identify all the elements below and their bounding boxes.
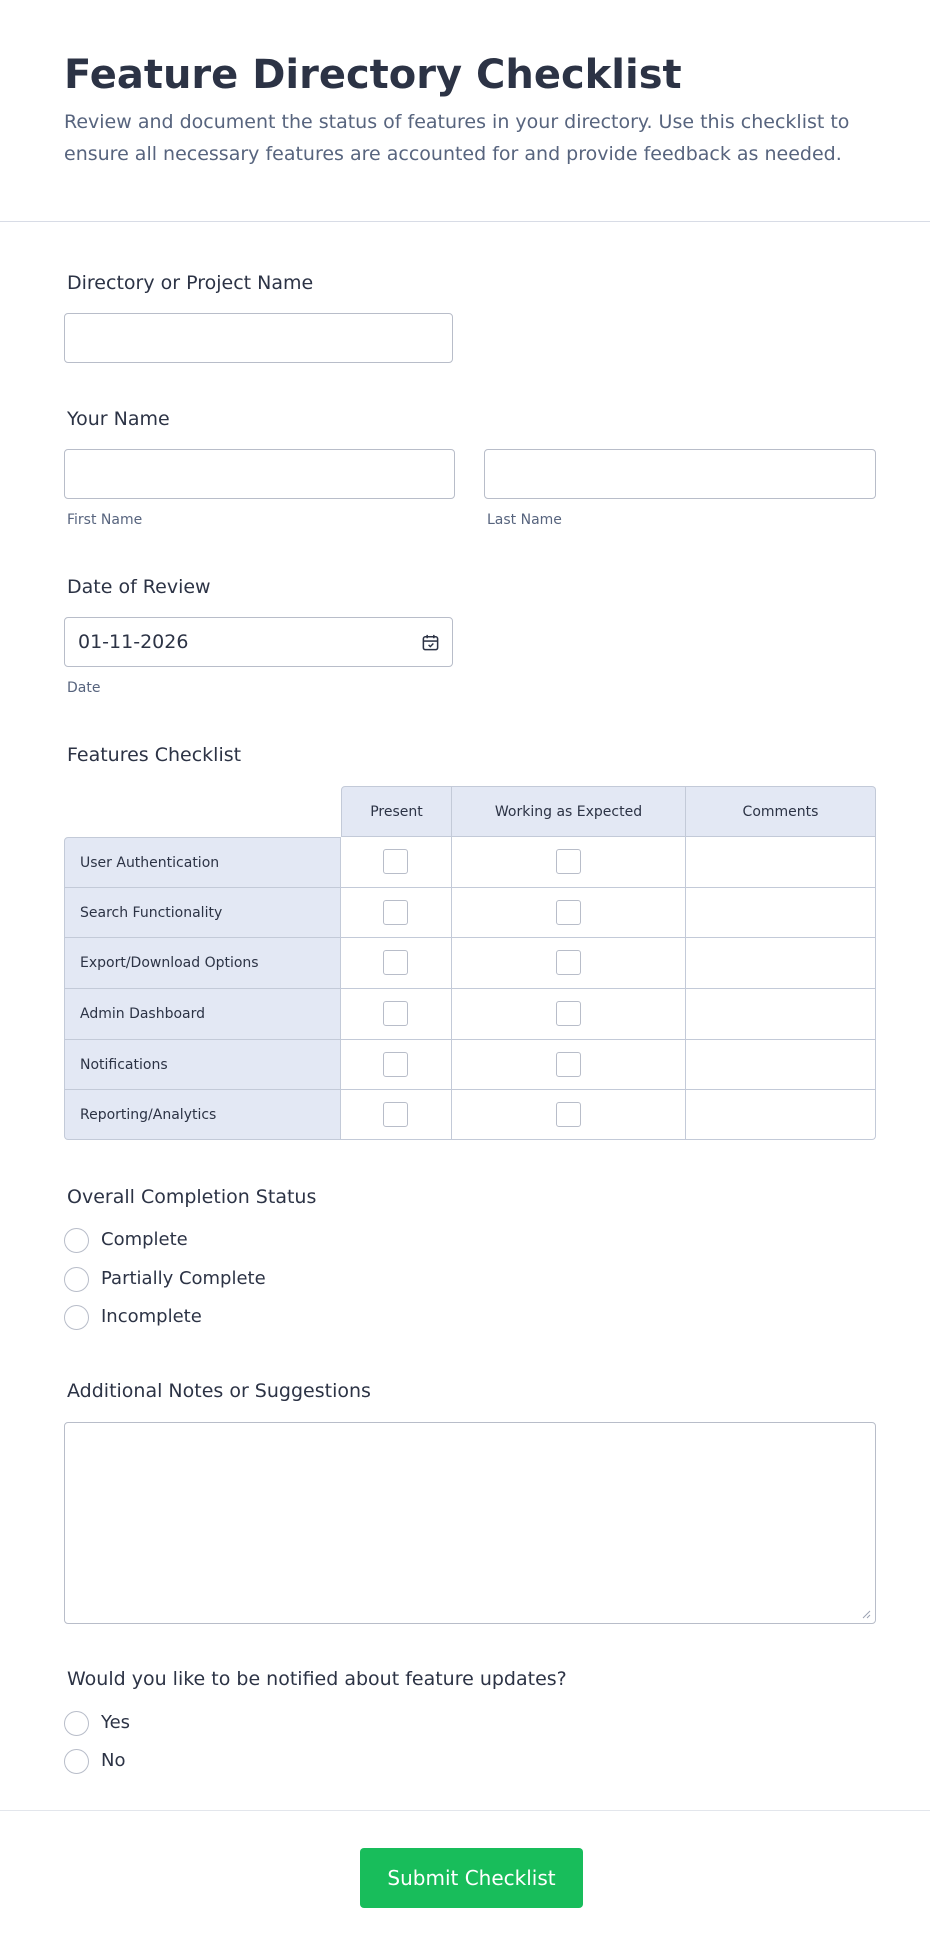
comments-cell[interactable]	[686, 1090, 876, 1140]
radio-yes-label[interactable]: Yes	[101, 1712, 131, 1733]
column-header-present: Present	[341, 786, 452, 837]
comments-cell[interactable]	[686, 837, 876, 888]
comments-cell[interactable]	[686, 888, 876, 938]
matrix-cell	[452, 989, 686, 1040]
radio-yes[interactable]	[64, 1711, 89, 1736]
first-name-input[interactable]	[64, 449, 455, 499]
comments-cell[interactable]	[686, 989, 876, 1040]
features-matrix	[64, 786, 876, 1140]
row-label-notifications: Notifications	[64, 1040, 341, 1090]
form-header	[0, 0, 930, 222]
working-checkbox[interactable]	[556, 1001, 581, 1026]
calendar-icon[interactable]	[421, 633, 440, 652]
matrix-cell	[452, 938, 686, 989]
radio-complete-label[interactable]: Complete	[101, 1229, 188, 1250]
present-checkbox[interactable]	[383, 1102, 408, 1127]
working-checkbox[interactable]	[556, 950, 581, 975]
submit-checklist-button[interactable]: Submit Checklist	[360, 1848, 583, 1908]
row-label-export-download: Export/Download Options	[64, 938, 341, 989]
present-checkbox[interactable]	[383, 1052, 408, 1077]
project-name-input[interactable]	[64, 313, 453, 363]
working-checkbox[interactable]	[556, 849, 581, 874]
row-label-reporting-analytics: Reporting/Analytics	[64, 1090, 341, 1140]
date-sublabel: Date	[67, 680, 101, 696]
present-checkbox[interactable]	[383, 1001, 408, 1026]
date-label: Date of Review	[67, 576, 211, 598]
matrix-cell	[341, 837, 452, 888]
matrix-cell	[341, 1040, 452, 1090]
project-name-label: Directory or Project Name	[67, 272, 314, 294]
radio-no-label[interactable]: No	[101, 1750, 126, 1771]
matrix-cell	[452, 1040, 686, 1090]
matrix-cell	[341, 938, 452, 989]
date-value: 01-11-2026	[78, 631, 189, 653]
notes-label: Additional Notes or Suggestions	[67, 1380, 371, 1402]
row-label-admin-dashboard: Admin Dashboard	[64, 989, 341, 1040]
last-name-input[interactable]	[484, 449, 876, 499]
present-checkbox[interactable]	[383, 950, 408, 975]
radio-partially-complete-label[interactable]: Partially Complete	[101, 1268, 266, 1289]
column-header-working: Working as Expected	[452, 786, 686, 837]
radio-incomplete[interactable]	[64, 1305, 89, 1330]
working-checkbox[interactable]	[556, 900, 581, 925]
radio-partially-complete[interactable]	[64, 1267, 89, 1292]
present-checkbox[interactable]	[383, 900, 408, 925]
row-label-search-functionality: Search Functionality	[64, 888, 341, 938]
page-subtitle: Review and document the status of features in your directory. Use this checklist to ensure all necessary features are accounted for and provide feedback as needed.	[64, 111, 850, 165]
resize-grip-icon[interactable]	[861, 1609, 871, 1619]
matrix-cell	[452, 837, 686, 888]
page-title: Feature Directory Checklist	[64, 52, 682, 98]
radio-incomplete-label[interactable]: Incomplete	[101, 1306, 202, 1327]
row-label-user-authentication: User Authentication	[64, 837, 341, 888]
matrix-cell	[341, 989, 452, 1040]
matrix-cell	[341, 1090, 452, 1140]
present-checkbox[interactable]	[383, 849, 408, 874]
date-input[interactable]	[64, 617, 453, 667]
first-name-sublabel: First Name	[67, 512, 143, 528]
comments-cell[interactable]	[686, 1040, 876, 1090]
footer-divider	[0, 1810, 930, 1811]
features-checklist-label: Features Checklist	[67, 744, 242, 766]
matrix-cell	[341, 888, 452, 938]
radio-no[interactable]	[64, 1749, 89, 1774]
notes-textarea[interactable]	[64, 1422, 876, 1624]
comments-cell[interactable]	[686, 938, 876, 989]
last-name-sublabel: Last Name	[487, 512, 562, 528]
matrix-cell	[452, 888, 686, 938]
notify-label: Would you like to be notified about feature updates?	[67, 1668, 567, 1690]
radio-complete[interactable]	[64, 1228, 89, 1253]
completion-status-label: Overall Completion Status	[67, 1186, 317, 1208]
working-checkbox[interactable]	[556, 1052, 581, 1077]
your-name-label: Your Name	[67, 408, 170, 430]
column-header-comments: Comments	[686, 786, 876, 837]
matrix-cell	[452, 1090, 686, 1140]
working-checkbox[interactable]	[556, 1102, 581, 1127]
